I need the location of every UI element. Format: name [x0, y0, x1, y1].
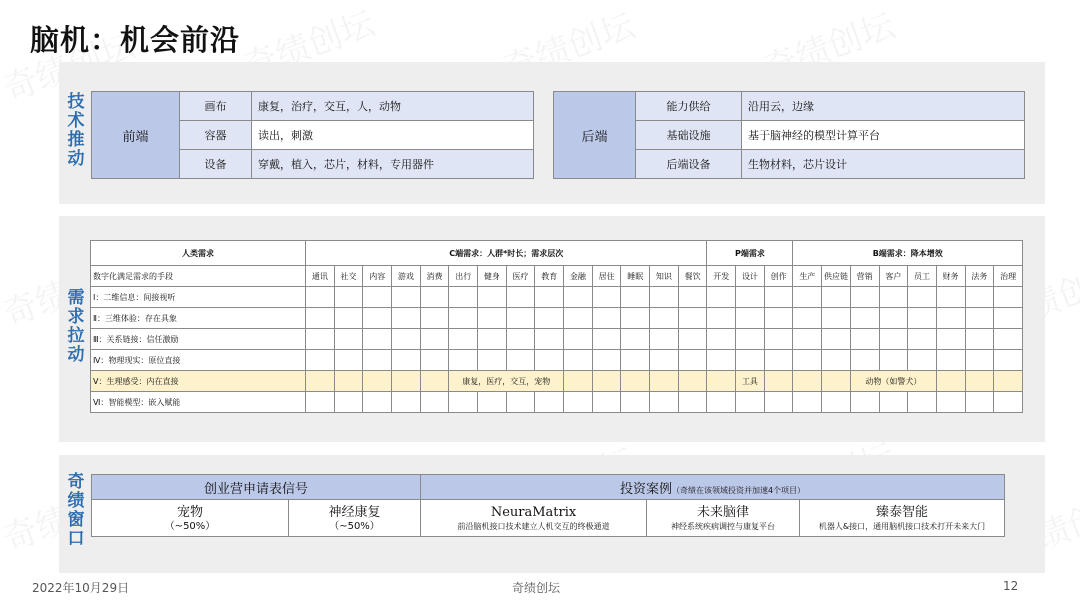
matrix-cell	[420, 308, 449, 329]
matrix-cell	[965, 371, 994, 392]
demand-side-label: 需求拉动	[67, 288, 85, 365]
matrix-cell	[994, 329, 1023, 350]
matrix-cell	[650, 350, 679, 371]
p-column-header: 设计	[736, 266, 765, 287]
invest-header-cell	[421, 475, 1005, 500]
matrix-cell	[564, 371, 593, 392]
c-column-header: 社交	[334, 266, 363, 287]
matrix-cell	[506, 287, 535, 308]
matrix-cell	[736, 308, 765, 329]
matrix-cell	[707, 287, 736, 308]
matrix-row	[91, 371, 1023, 392]
backend-table	[553, 91, 1025, 179]
matrix-cell	[564, 350, 593, 371]
matrix-row	[91, 329, 1023, 350]
frontend-table	[91, 91, 534, 179]
matrix-cell	[506, 308, 535, 329]
backend-label: 后端	[554, 92, 636, 179]
matrix-cell	[449, 392, 478, 413]
matrix-cell	[936, 392, 965, 413]
matrix-cell	[650, 371, 679, 392]
matrix-cell	[650, 308, 679, 329]
frontend-value: 读出，刺激	[252, 121, 534, 150]
matrix-cell	[334, 287, 363, 308]
matrix-row	[91, 308, 1023, 329]
b-column-header: 员工	[908, 266, 937, 287]
frontend-value: 康复，治疗，交互，人，动物	[252, 92, 534, 121]
p-column-header: 开发	[707, 266, 736, 287]
matrix-cell	[306, 392, 335, 413]
signal-header: 创业营申请表信号	[92, 475, 421, 500]
matrix-cell	[678, 371, 707, 392]
matrix-cell	[936, 371, 965, 392]
case-name: NeuraMatrix	[490, 504, 577, 520]
matrix-cell	[592, 392, 621, 413]
signal-pct: （~50%）	[164, 520, 216, 532]
matrix-cell	[478, 308, 507, 329]
matrix-cell	[306, 329, 335, 350]
matrix-cell	[965, 392, 994, 413]
invest-header: 投资案例	[619, 481, 672, 497]
matrix-cell	[707, 392, 736, 413]
c-column-header: 通讯	[306, 266, 335, 287]
backend-value: 基于脑神经的模型计算平台	[742, 121, 1025, 150]
frontend-value: 穿戴，植入，芯片，材料，专用器件	[252, 150, 534, 179]
matrix-cell	[994, 287, 1023, 308]
matrix-cell	[478, 350, 507, 371]
matrix-cell	[793, 371, 822, 392]
matrix-cell	[420, 371, 449, 392]
matrix-cell	[334, 350, 363, 371]
signal-name: 神经康复	[328, 504, 381, 520]
matrix-cell	[420, 329, 449, 350]
b-column-header: 生产	[793, 266, 822, 287]
matrix-cell	[592, 329, 621, 350]
matrix-cell	[736, 392, 765, 413]
matrix-cell	[535, 392, 564, 413]
matrix-cell	[936, 287, 965, 308]
matrix-cell	[334, 392, 363, 413]
matrix-cell	[707, 308, 736, 329]
backend-key: 后端设备	[636, 150, 742, 179]
matrix-cell	[879, 392, 908, 413]
signal-cell	[289, 500, 421, 537]
c-column-header: 消费	[420, 266, 449, 287]
matrix-cell	[822, 392, 851, 413]
c-column-header: 游戏	[392, 266, 421, 287]
matrix-cell	[420, 392, 449, 413]
c-column-header: 医疗	[506, 266, 535, 287]
case-cell	[647, 500, 800, 537]
matrix-note: 康复，医疗，交互，宠物	[449, 371, 564, 392]
matrix-cell	[621, 350, 650, 371]
matrix-cell	[908, 287, 937, 308]
b-demand-header: B端需求：降本增效	[793, 241, 1023, 266]
matrix-cell	[994, 308, 1023, 329]
matrix-cell	[449, 350, 478, 371]
matrix-cell	[392, 350, 421, 371]
matrix-cell	[535, 308, 564, 329]
matrix-cell	[764, 287, 793, 308]
matrix-cell	[478, 287, 507, 308]
row-label: Ⅳ：物理现实：原位直接	[91, 350, 306, 371]
matrix-row	[91, 287, 1023, 308]
matrix-cell	[965, 329, 994, 350]
case-desc: 前沿脑机接口技术建立人机交互的终极通道	[457, 521, 610, 531]
matrix-cell	[822, 287, 851, 308]
matrix-cell	[564, 287, 593, 308]
matrix-cell	[592, 371, 621, 392]
matrix-cell	[363, 308, 392, 329]
matrix-cell	[850, 329, 879, 350]
matrix-cell	[678, 308, 707, 329]
matrix-cell	[678, 392, 707, 413]
matrix-cell	[994, 350, 1023, 371]
window-table	[91, 474, 1005, 537]
matrix-cell	[363, 287, 392, 308]
matrix-cell	[908, 308, 937, 329]
matrix-cell	[678, 287, 707, 308]
matrix-cell	[936, 308, 965, 329]
matrix-cell	[506, 350, 535, 371]
matrix-cell	[707, 371, 736, 392]
matrix-cell	[334, 371, 363, 392]
matrix-cell	[793, 329, 822, 350]
matrix-cell	[879, 308, 908, 329]
matrix-cell	[592, 287, 621, 308]
matrix-cell	[478, 392, 507, 413]
case-cell	[421, 500, 647, 537]
matrix-cell	[707, 329, 736, 350]
matrix-cell	[879, 287, 908, 308]
b-column-header: 客户	[879, 266, 908, 287]
matrix-cell	[449, 329, 478, 350]
case-name: 臻泰智能	[876, 504, 929, 520]
matrix-cell	[793, 392, 822, 413]
b-column-header: 治理	[994, 266, 1023, 287]
matrix-cell	[506, 392, 535, 413]
signal-name: 宠物	[176, 504, 203, 520]
matrix-cell	[736, 287, 765, 308]
matrix-cell	[535, 350, 564, 371]
matrix-cell	[363, 350, 392, 371]
case-desc: 机器人&接口，通用脑机接口技术打开未来大门	[818, 521, 986, 531]
matrix-cell	[908, 329, 937, 350]
matrix-cell	[420, 287, 449, 308]
matrix-cell	[334, 329, 363, 350]
b-column-header: 法务	[965, 266, 994, 287]
c-column-header: 出行	[449, 266, 478, 287]
b-column-header: 财务	[936, 266, 965, 287]
row-label: Ⅴ：生理感受：内在直接	[91, 371, 306, 392]
matrix-cell	[736, 350, 765, 371]
matrix-cell	[592, 350, 621, 371]
page-title: 脑机：机会前沿	[30, 23, 241, 57]
matrix-cell	[392, 392, 421, 413]
c-column-header: 健身	[478, 266, 507, 287]
frontend-key: 画布	[180, 92, 252, 121]
invest-note: （奇绩在该领域投资并加速4个项目）	[671, 485, 806, 495]
matrix-cell	[764, 392, 793, 413]
c-demand-header: C端需求：人群*时长；需求层次	[306, 241, 707, 266]
matrix-row	[91, 350, 1023, 371]
means-header: 数字化满足需求的手段	[91, 266, 306, 287]
matrix-cell	[306, 371, 335, 392]
matrix-cell	[306, 350, 335, 371]
footer-date: 2022年10月29日	[32, 581, 130, 595]
case-desc: 神经系统疾病调控与康复平台	[671, 521, 776, 531]
matrix-cell	[306, 308, 335, 329]
matrix-cell	[994, 371, 1023, 392]
page-number: 12	[1003, 579, 1019, 593]
c-column-header: 内容	[363, 266, 392, 287]
matrix-cell	[764, 308, 793, 329]
matrix-cell	[621, 329, 650, 350]
matrix-cell	[936, 350, 965, 371]
matrix-cell	[736, 329, 765, 350]
matrix-cell	[564, 329, 593, 350]
case-cell	[800, 500, 1005, 537]
matrix-cell	[392, 371, 421, 392]
row-label: Ⅰ：二维信息：间接视听	[91, 287, 306, 308]
matrix-cell	[392, 329, 421, 350]
matrix-cell	[535, 329, 564, 350]
matrix-cell	[621, 371, 650, 392]
matrix-cell	[678, 329, 707, 350]
p-demand-header: P端需求	[707, 241, 793, 266]
matrix-cell	[879, 329, 908, 350]
matrix-cell	[850, 392, 879, 413]
matrix-cell	[449, 287, 478, 308]
matrix-row	[91, 392, 1023, 413]
tech-side-label: 技术推动	[67, 92, 85, 169]
matrix-cell	[764, 350, 793, 371]
matrix-cell	[965, 350, 994, 371]
matrix-cell	[707, 350, 736, 371]
matrix-cell	[506, 329, 535, 350]
matrix-cell	[363, 329, 392, 350]
matrix-cell	[793, 287, 822, 308]
matrix-cell	[822, 329, 851, 350]
frontend-label: 前端	[92, 92, 180, 179]
matrix-cell	[793, 308, 822, 329]
c-column-header: 居住	[592, 266, 621, 287]
matrix-cell	[650, 392, 679, 413]
matrix-cell	[994, 392, 1023, 413]
matrix-cell	[879, 350, 908, 371]
matrix-cell	[822, 350, 851, 371]
matrix-note: 动物（如警犬）	[850, 371, 936, 392]
matrix-cell	[592, 308, 621, 329]
row-label: Ⅲ：关系链接：信任激励	[91, 329, 306, 350]
matrix-cell	[334, 308, 363, 329]
matrix-cell	[678, 350, 707, 371]
c-column-header: 教育	[535, 266, 564, 287]
p-column-header: 创作	[764, 266, 793, 287]
matrix-cell	[449, 308, 478, 329]
matrix-cell	[764, 329, 793, 350]
c-column-header: 睡眠	[621, 266, 650, 287]
row-label: Ⅵ：智能模型：嵌入赋能	[91, 392, 306, 413]
matrix-cell	[621, 308, 650, 329]
matrix-cell	[564, 392, 593, 413]
backend-value: 生物材料，芯片设计	[742, 150, 1025, 179]
case-name: 未来脑律	[697, 504, 750, 520]
matrix-cell	[392, 287, 421, 308]
c-column-header: 餐饮	[678, 266, 707, 287]
frontend-key: 容器	[180, 121, 252, 150]
matrix-cell	[936, 329, 965, 350]
matrix-cell	[535, 287, 564, 308]
b-column-header: 营销	[850, 266, 879, 287]
matrix-cell	[965, 308, 994, 329]
demand-matrix	[90, 240, 1023, 413]
c-column-header: 金融	[564, 266, 593, 287]
matrix-cell	[965, 287, 994, 308]
human-demand-header: 人类需求	[91, 241, 306, 266]
signal-cell	[92, 500, 289, 537]
matrix-note: 工具	[736, 371, 765, 392]
c-column-header: 知识	[650, 266, 679, 287]
matrix-cell	[478, 329, 507, 350]
matrix-cell	[850, 287, 879, 308]
backend-value: 沿用云，边缘	[742, 92, 1025, 121]
backend-key: 基础设施	[636, 121, 742, 150]
matrix-cell	[621, 287, 650, 308]
matrix-cell	[363, 371, 392, 392]
frontend-key: 设备	[180, 150, 252, 179]
matrix-cell	[650, 329, 679, 350]
matrix-cell	[908, 350, 937, 371]
row-label: Ⅱ：三维体验：存在具象	[91, 308, 306, 329]
matrix-cell	[306, 287, 335, 308]
matrix-cell	[621, 392, 650, 413]
matrix-cell	[850, 350, 879, 371]
backend-key: 能力供给	[636, 92, 742, 121]
matrix-cell	[420, 350, 449, 371]
window-side-label: 奇绩窗口	[67, 472, 85, 549]
matrix-cell	[564, 308, 593, 329]
matrix-cell	[650, 287, 679, 308]
matrix-cell	[764, 371, 793, 392]
b-column-header: 供应链	[822, 266, 851, 287]
footer-org: 奇绩创坛	[512, 581, 561, 595]
signal-pct: （~50%）	[329, 520, 380, 532]
matrix-cell	[793, 350, 822, 371]
matrix-cell	[822, 371, 851, 392]
matrix-cell	[822, 308, 851, 329]
matrix-cell	[363, 392, 392, 413]
matrix-cell	[392, 308, 421, 329]
matrix-cell	[850, 308, 879, 329]
matrix-cell	[908, 392, 937, 413]
